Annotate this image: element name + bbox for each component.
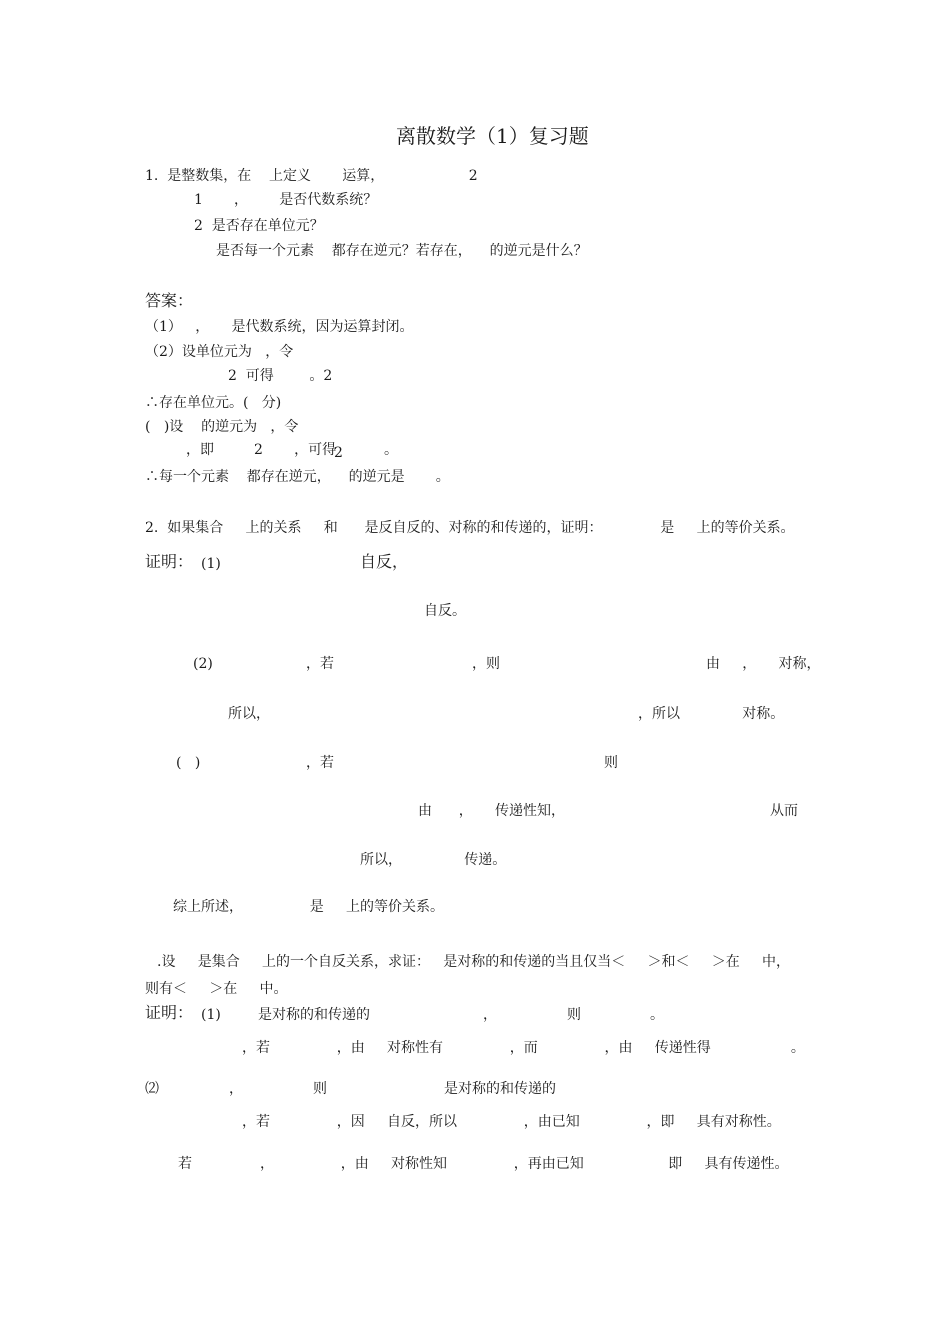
answer-line-5: ( )设 的逆元为 ，令 (145, 419, 299, 435)
q3-p2-c: 是对称的和传递的 (444, 1081, 556, 1097)
q2-p1-b: 自反。 (424, 603, 466, 619)
q2-p3-a: ，若 (306, 755, 334, 771)
q2-p3-c: 由 ， 传递性知， (418, 803, 565, 819)
answer-line-2: （2）设单位元为 ，令 (145, 344, 294, 360)
q1-sub3: 是否每一个元素 都存在逆元？若存在， 的逆元是什么？ (216, 243, 588, 259)
q2-p3-num: ( ) (176, 755, 201, 771)
q3-p2-d: ，若 ，因 自反，所以 ，由已知 ，即 具有对称性。 (242, 1114, 781, 1130)
q1-stem: 1. 是整数集，在 上定义 运算， 2 (145, 168, 478, 184)
q3-p1-d: 。 (650, 1007, 664, 1023)
q3-p1-e: ，若 ，由 对称性有 ，而 ，由 传递性得 。 (242, 1040, 805, 1056)
answer-line-1: （1） ， 是代数系统，因为运算封闭。 (145, 319, 414, 335)
q3-p1-a: 是对称的和传递的 (258, 1007, 370, 1023)
q2-p3-e: 所以， 传递。 (360, 852, 507, 868)
q3-p3-b: ， ，由 对称性知 ，再由已知 即 具有传递性。 (260, 1156, 789, 1172)
answer-line-3: 2 可得 。2 (228, 368, 333, 384)
q2-stem: 2. 如果集合 上的关系 和 是反自反的、对称的和传递的，证明： 是 上的等价关系。 (145, 520, 795, 536)
q2-p2-a: ，若 (306, 656, 334, 672)
q3-p2-num: ⑵ (145, 1081, 159, 1097)
answer-line-7: ∴每一个元素 都存在逆元， 的逆元是 。 (145, 469, 450, 485)
q2-p1-a: 自反， (360, 552, 409, 571)
q1-sub2: 2 是否存在单位元？ (194, 218, 324, 234)
q2-p2-b: ，则 (472, 656, 500, 672)
q2-p2-e: ，所以 对称。 (638, 706, 785, 722)
q1-sub1: 1 ， 是否代数系统？ (194, 192, 378, 208)
page-title: 离散数学（1）复习题 (396, 124, 589, 148)
q3-stem-1: .设 是集合 上的一个自反关系，求证： 是对称的和传递的当且仅当＜ ＞和＜ ＞在 中， (157, 954, 791, 970)
q2-p3-b: 则 (604, 755, 618, 771)
answer-line-6: ，即 2 ，可得 (186, 442, 337, 458)
q2-p1-num: (1) (201, 556, 221, 572)
q3-p2-a: ， (229, 1081, 243, 1097)
q3-proof-label: 证明： (145, 1003, 194, 1022)
q2-summary: 综上所述， 是 上的等价关系。 (173, 899, 445, 915)
q3-stem-2: 则有＜ ＞在 中。 (145, 981, 288, 997)
answer-line-6-num: 2 (334, 445, 343, 461)
q3-p1-b: ， (483, 1007, 497, 1023)
q2-p2-c: 由 ， 对称， (706, 656, 821, 672)
answer-label: 答案： (145, 291, 194, 310)
q3-p2-b: 则 (313, 1081, 327, 1097)
q3-p1-c: 则 (567, 1007, 581, 1023)
q2-p2-num: (2) (193, 656, 213, 672)
q3-p3-a: 若 (178, 1156, 192, 1172)
q2-p3-d: 从而 (770, 803, 798, 819)
answer-line-6-end: 。 (384, 442, 398, 458)
q2-proof-label: 证明： (145, 552, 194, 571)
q3-p1-num: (1) (201, 1007, 221, 1023)
q2-p2-d: 所以， (228, 706, 270, 722)
answer-line-4: ∴存在单位元。( 分) (145, 395, 282, 411)
